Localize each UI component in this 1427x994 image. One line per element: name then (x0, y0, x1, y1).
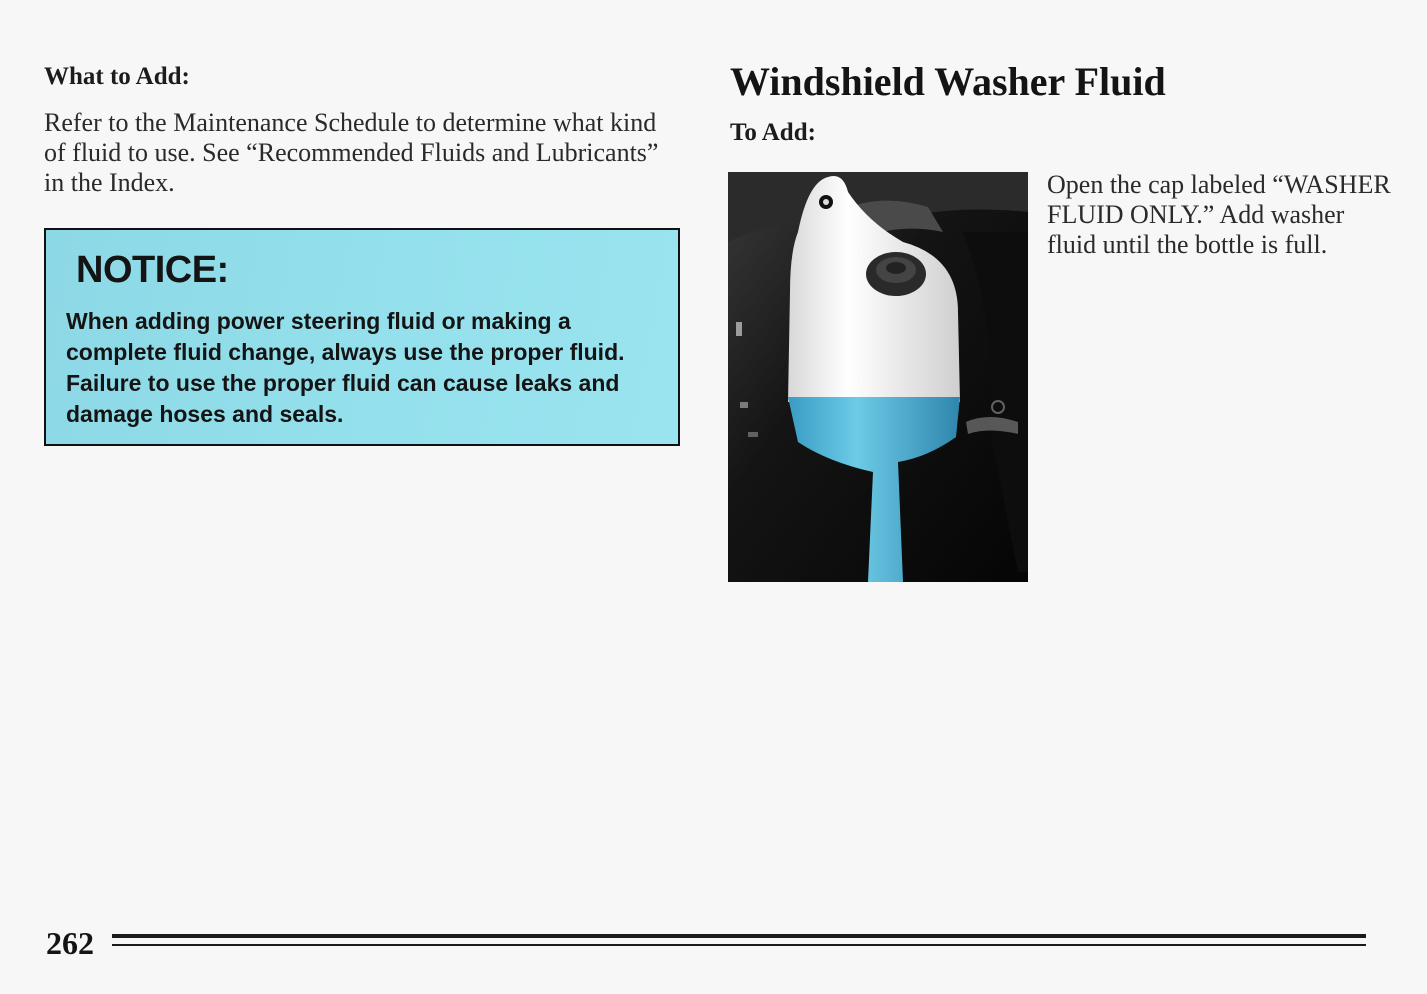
notice-box (44, 228, 680, 446)
what-to-add-paragraph: Refer to the Maintenance Schedule to determine what kind of fluid to use. See “Recommended Fluids and Lubricants” in the Index. (44, 108, 659, 197)
washer-fluid-instructions: Open the cap labeled “WASHER FLUID ONLY.” Add washer fluid until the bottle is full. (1047, 170, 1391, 259)
washer-fluid-section (730, 58, 1390, 164)
page-title: Windshield Washer Fluid (730, 59, 1166, 104)
washer-fluid-reservoir-photo (728, 172, 1028, 582)
notice-title: NOTICE: (76, 249, 229, 291)
what-to-add-heading: What to Add: (44, 63, 190, 90)
reservoir-illustration (728, 172, 1028, 582)
to-add-heading: To Add: (730, 119, 816, 146)
footer-rule-thin (112, 944, 1366, 946)
footer-rule-thick (112, 934, 1366, 938)
page-number: 262 (46, 925, 94, 961)
notice-text: When adding power steering fluid or making a complete fluid change, always use the proper fluid. Failure to use the proper fluid can cause leaks and damage hoses and seals. (66, 308, 625, 427)
what-to-add-section (44, 62, 684, 198)
